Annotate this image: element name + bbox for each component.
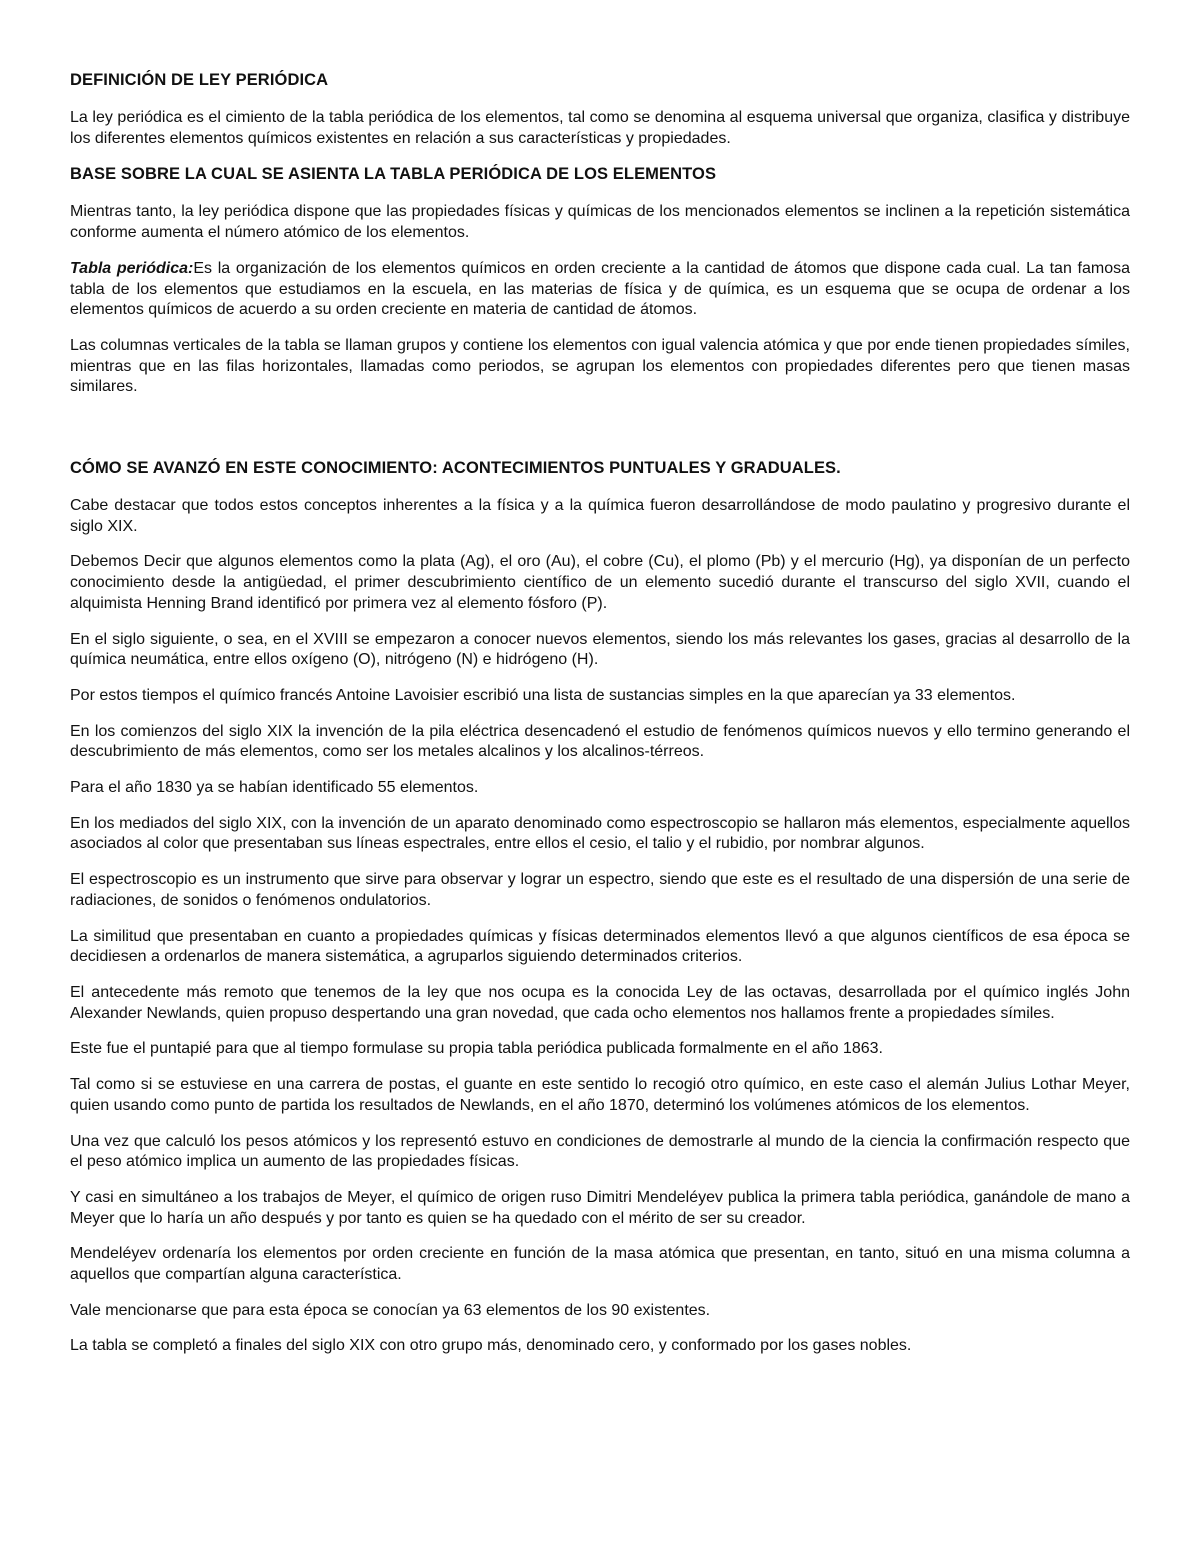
paragraph: Y casi en simultáneo a los trabajos de Meyer, el químico de origen ruso Dimitri Mendeléyev publica la primera tabla periódica, ganándole de mano a Meyer que lo haría un año después y por tanto es quien se ha quedado con el mérito de ser su creador. — [70, 1188, 1130, 1227]
paragraph: Por estos tiempos el químico francés Antoine Lavoisier escribió una lista de sustancias simples en la que aparecían ya 33 elementos. — [70, 686, 1016, 704]
paragraph: En el siglo siguiente, o sea, en el XVIII se empezaron a conocer nuevos elementos, siendo los más relevantes los gases, gracias al desarrollo de la química neumática, entre ellos oxígeno (O), nitrógeno (N) e hidrógeno (H). — [70, 630, 1130, 669]
paragraph: Tal como si se estuviese en una carrera de postas, el guante en este sentido lo recogió otro químico, en este caso el alemán Julius Lothar Meyer, quien usando como punto de partida los resultados de Newlands, en el año 1870, determinó los volúmenes atómicos de los elementos. — [70, 1076, 1130, 1114]
paragraph: La similitud que presentaban en cuanto a propiedades químicas y físicas determinados elementos llevó a que algunos científicos de esa época se decidiesen a ordenarlos de manera sistemática, a agruparlos siguiendo determinados criterios. — [70, 927, 1130, 966]
paragraph: Mendeléyev ordenaría los elementos por orden creciente en función de la masa atómica que presentan, en tanto, situó en una misma columna a aquellos que compartían alguna característica. — [70, 1245, 1130, 1284]
section-heading-avance: CÓMO SE AVANZÓ EN ESTE CONOCIMIENTO: ACONTECIMIENTOS PUNTUALES Y GRADUALES. — [70, 459, 841, 478]
section-heading-definicion: DEFINICIÓN DE LEY PERIÓDICA — [70, 71, 329, 89]
definition-term: Tabla periódica: — [70, 259, 194, 277]
paragraph: El espectroscopio es un instrumento que sirve para observar y lograr un espectro, siendo que este es el resultado de una dispersión de una serie de radiaciones, de sonidos o fenómenos ondulatorios. — [70, 871, 1130, 909]
paragraph: Debemos Decir que algunos elementos como la plata (Ag), el oro (Au), el cobre (Cu), el plomo (Pb) y el mercurio (Hg), ya disponían de un perfecto conocimiento desde la antigüedad, el primer descubrimiento científico de un elemento sucedió durante el transcurso del siglo XVII, cuando el alquimista Henning Brand identificó por primera vez al elemento fósforo (P). — [70, 553, 1130, 612]
paragraph: Las columnas verticales de la tabla se llaman grupos y contiene los elementos con igual valencia atómica y que por ende tienen propiedades símiles, mientras que en las filas horizontales, llamadas como periodos, se agrupan los elementos con propiedades diferentes pero que tienen masas similares. — [70, 336, 1130, 396]
paragraph: En los comienzos del siglo XIX la invención de la pila eléctrica desencadenó el estudio de fenómenos químicos nuevos y ello termino generando el descubrimiento de más elementos, como ser los metales alcalinos y los alcalinos-térreos. — [70, 722, 1130, 761]
paragraph: Este fue el puntapié para que al tiempo formulase su propia tabla periódica publicada formalmente en el año 1863. — [70, 1040, 883, 1058]
paragraph: Mientras tanto, la ley periódica dispone que las propiedades físicas y químicas de los mencionados elementos se inclinen a la repetición sistemática conforme aumenta el número atómico de los elementos. — [70, 203, 1130, 242]
section-heading-base: BASE SOBRE LA CUAL SE ASIENTA LA TABLA PERIÓDICA DE LOS ELEMENTOS — [70, 165, 717, 184]
paragraph: En los mediados del siglo XIX, con la invención de un aparato denominado como espectroscopio se hallaron más elementos, especialmente aquellos asociados al color que presentaban sus líneas espectrales, entre ellos el cesio, el talio y el rubidio, por nombrar algunos. — [70, 814, 1130, 853]
paragraph: La ley periódica es el cimiento de la tabla periódica de los elementos, tal como se denomina al esquema universal que organiza, clasifica y distribuye los diferentes elementos químicos existentes en relación a sus características y propiedades. — [70, 109, 1130, 147]
paragraph: La tabla se completó a finales del siglo XIX con otro grupo más, denominado cero, y conformado por los gases nobles. — [70, 1337, 912, 1355]
paragraph: Vale mencionarse que para esta época se conocían ya 63 elementos de los 90 existentes. — [70, 1301, 711, 1319]
definition-paragraph — [70, 259, 1130, 321]
paragraph: Una vez que calculó los pesos atómicos y los representó estuvo en condiciones de demostrarle al mundo de la ciencia la confirmación respecto que el peso atómico implica un aumento de las propiedades físicas. — [70, 1132, 1130, 1171]
paragraph: Para el año 1830 ya se habían identificado 55 elementos. — [70, 779, 479, 797]
paragraph: Cabe destacar que todos estos conceptos inherentes a la física y a la química fueron desarrollándose de modo paulatino y progresivo durante el siglo XIX. — [70, 497, 1130, 535]
paragraph: El antecedente más remoto que tenemos de la ley que nos ocupa es la conocida Ley de las octavas, desarrollada por el químico inglés John Alexander Newlands, quien propuso despertando una gran novedad, que cada ocho elementos nos hallamos frente a propiedades símiles. — [70, 983, 1130, 1022]
definition-text: Es la organización de los elementos químicos en orden creciente a la cantidad de átomos que dispone cada cual. La tan famosa tabla de los elementos que estudiamos en la escuela, en las materias de física y de química, es un esquema que se ocupa de ordenar a los elementos químicos de acuerdo a su orden creciente en materia de cantidad de átomos. — [70, 259, 1130, 319]
document-page — [70, 70, 1130, 1372]
section-spacer — [70, 413, 1130, 458]
